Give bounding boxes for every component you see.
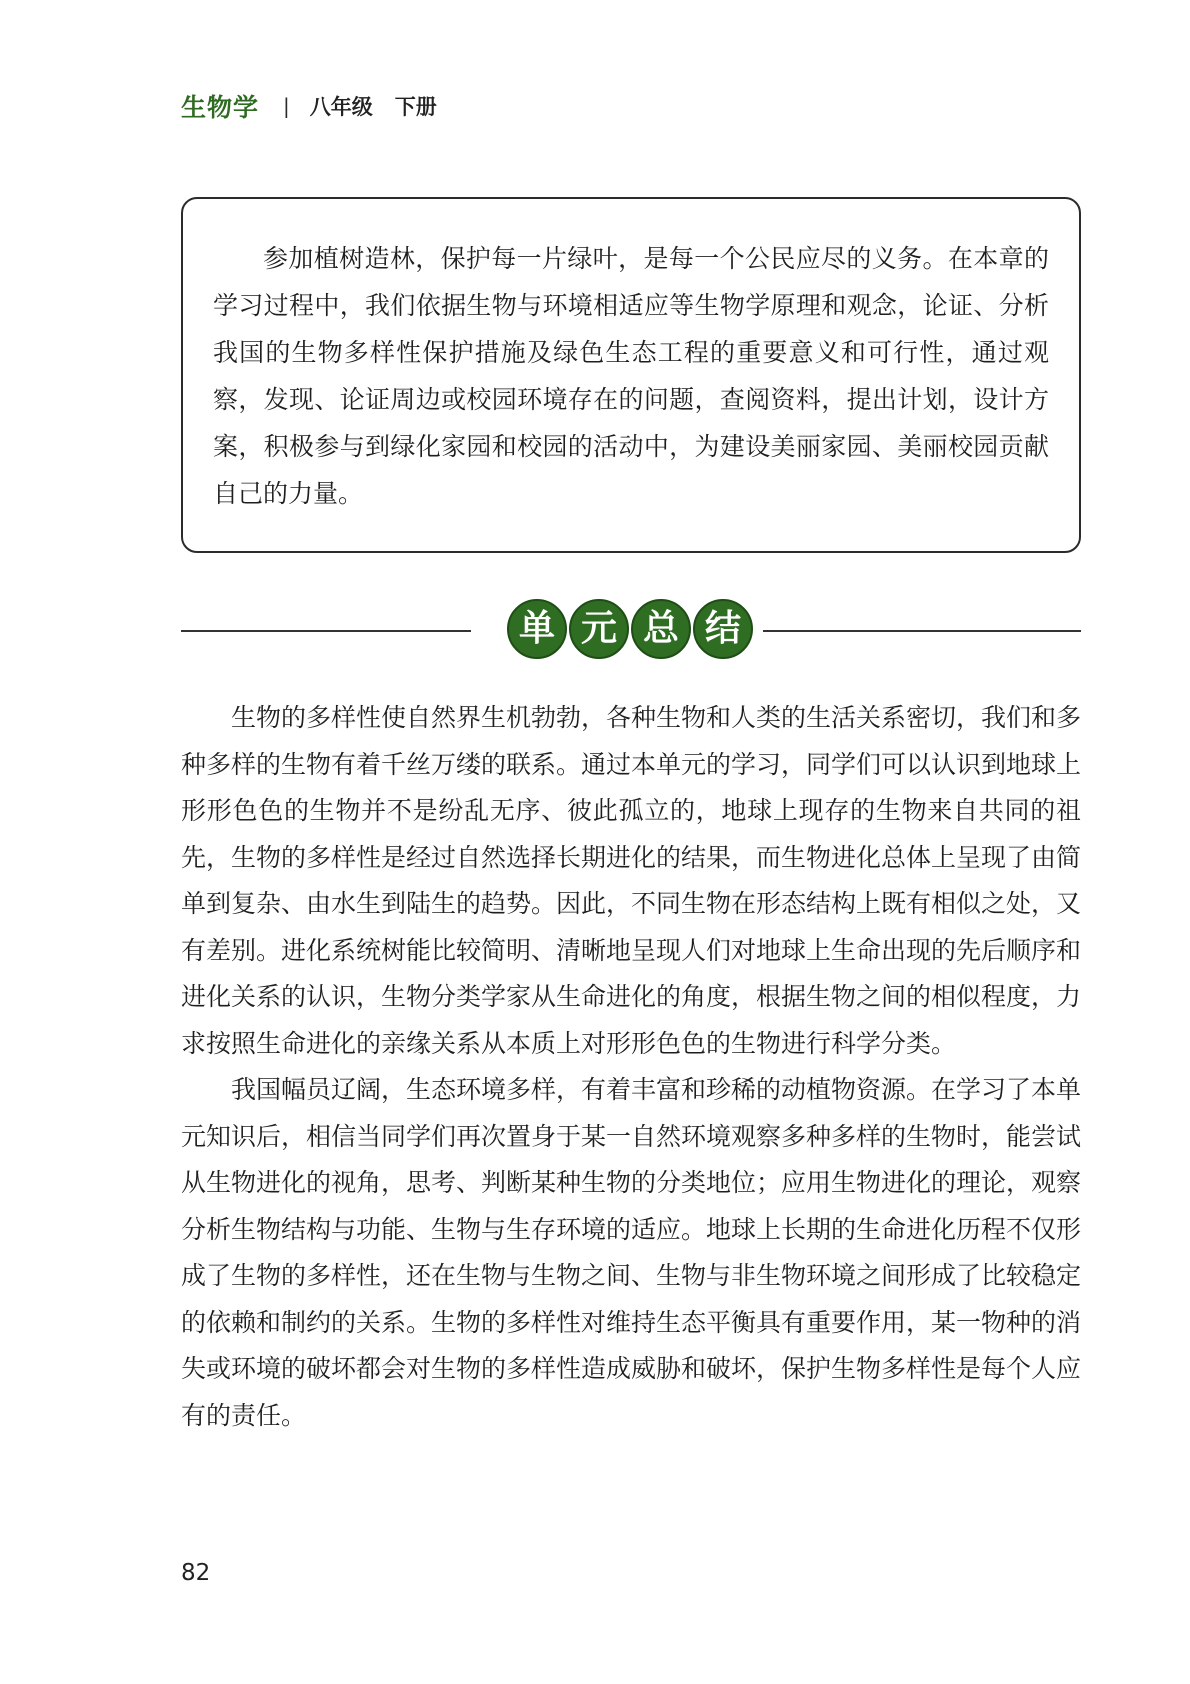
summary-paragraph: 生物的多样性使自然界生机勃勃，各种生物和人类的生活关系密切，我们和多种多样的生物有着千丝万缕的联系。通过本单元的学习，同学们可以认识到地球上形形色色的生物并不是纷乱无序、彼此孤立的，地球上现存的生物来自共同的祖先，生物的多样性是经过自然选择长期进化的结果，而生物进化总体上呈现了由简单到复杂、由水生到陆生的趋势。因此，不同生物在形态结构上既有相似之处，又有差别。进化系统树能比较简明、清晰地呈现人们对地球上生命出现的先后顺序和进化关系的认识，生物分类学家从生命进化的角度，根据生物之间的相似程度，力求按照生命进化的亲缘关系从本质上对形形色色的生物进行科学分类。: [181, 703, 1082, 1058]
section-title-char: 元: [569, 599, 629, 659]
volume-label: 下册: [394, 95, 437, 119]
section-heading: [181, 597, 1081, 667]
running-header: [181, 86, 437, 126]
heading-rule-left: [181, 630, 471, 632]
grade-label: 八年级: [309, 95, 373, 119]
heading-rule-right: [763, 630, 1081, 632]
header-separator: |: [283, 94, 290, 118]
page-number: 82: [181, 1560, 211, 1586]
section-title-char: 结: [693, 599, 753, 659]
section-title-char: 单: [507, 599, 567, 659]
book-title: 生物学: [181, 93, 260, 122]
section-title-char: 总: [631, 599, 691, 659]
chapter-intro-box: [181, 197, 1081, 553]
summary-paragraph: 我国幅员辽阔，生态环境多样，有着丰富和珍稀的动植物资源。在学习了本单元知识后，相信当同学们再次置身于某一自然环境观察多种多样的生物时，能尝试从生物进化的视角，思考、判断某种生物的分类地位；应用生物进化的理论，观察分析生物结构与功能、生物与生存环境的适应。地球上长期的生命进化历程不仅形成了生物的多样性，还在生物与生物之间、生物与非生物环境之间形成了比较稳定的依赖和制约的关系。生物的多样性对维持生态平衡具有重要作用，某一物种的消失或环境的破坏都会对生物的多样性造成威胁和破坏，保护生物多样性是每个人应有的责任。: [181, 1075, 1082, 1430]
section-title: [507, 599, 755, 659]
unit-summary: [181, 695, 1081, 1439]
chapter-intro-text: 参加植树造林，保护每一片绿叶，是每一个公民应尽的义务。在本章的学习过程中，我们依据生物与环境相适应等生物学原理和观念，论证、分析我国的生物多样性保护措施及绿色生态工程的重要意义和可行性，通过观察，发现、论证周边或校园环境存在的问题，查阅资料，提出计划，设计方案，积极参与到绿化家园和校园的活动中，为建设美丽家园、美丽校园贡献自己的力量。: [213, 244, 1049, 508]
